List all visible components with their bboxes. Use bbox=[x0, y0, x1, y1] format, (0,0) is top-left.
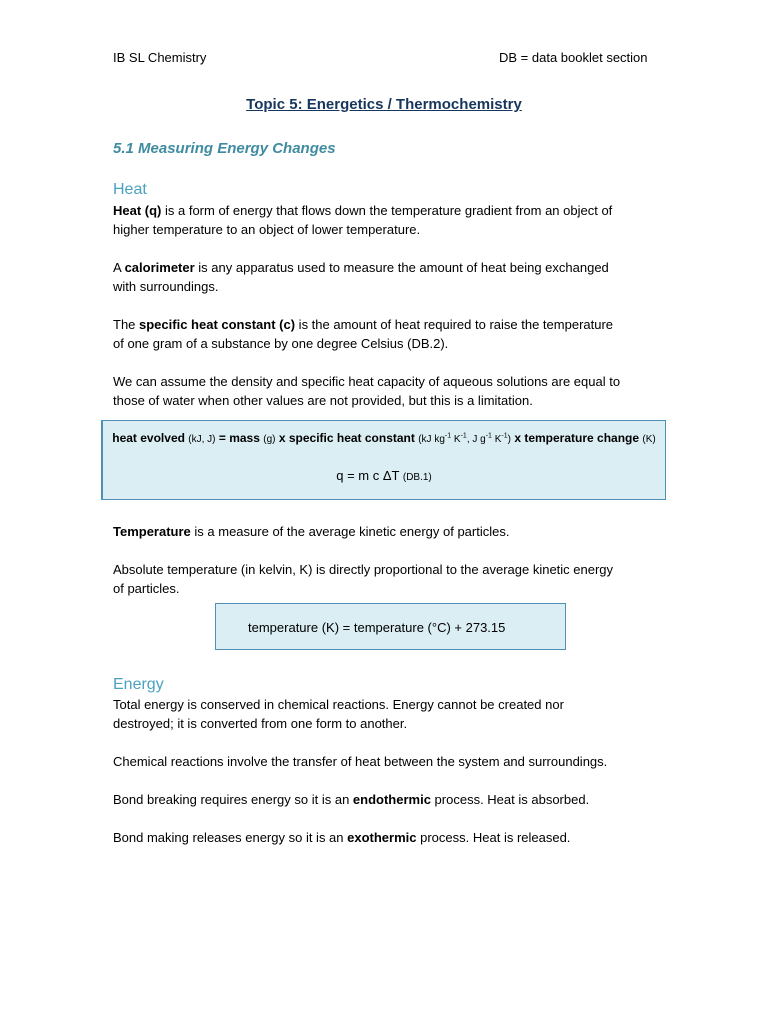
heading-heat: Heat bbox=[113, 181, 147, 198]
temperature-conversion: temperature (K) = temperature (°C) + 273.15 bbox=[248, 620, 506, 635]
header-course: IB SL Chemistry bbox=[113, 50, 207, 65]
term-temperature: Temperature bbox=[113, 524, 191, 539]
term-specific-heat: specific heat constant (c) bbox=[139, 317, 296, 332]
energy-conservation: Total energy is conserved in chemical reactions. Energy cannot be created nor destroyed; it is converted from one form to another. bbox=[113, 697, 564, 731]
heat-transfer-note: Chemical reactions involve the transfer of heat between the system and surroundings. bbox=[113, 754, 608, 769]
bond-breaking: Bond breaking requires energy so it is an endothermic process. Heat is absorbed. bbox=[113, 792, 590, 807]
term-calorimeter: calorimeter bbox=[124, 260, 195, 275]
heat-formula-box bbox=[101, 420, 666, 500]
temperature-conversion-box bbox=[215, 603, 566, 650]
page-title: Topic 5: Energetics / Thermochemistry bbox=[246, 96, 522, 113]
specific-heat-definition: The specific heat constant (c) is the amount of heat required to raise the temperature of one gram of a substance by one degree Celsius (DB.2). bbox=[113, 317, 614, 351]
temperature-definition: Temperature is a measure of the average kinetic energy of particles. bbox=[113, 524, 510, 539]
section-title: 5.1 Measuring Energy Changes bbox=[113, 140, 336, 157]
heading-energy: Energy bbox=[113, 676, 164, 693]
header-note: DB = data booklet section bbox=[499, 50, 648, 65]
calorimeter-definition: A calorimeter is any apparatus used to measure the amount of heat being exchanged with surroundings. bbox=[113, 260, 609, 294]
heat-equation: q = m c ΔT (DB.1) bbox=[336, 468, 432, 483]
heat-definition: Heat (q) is a form of energy that flows down the temperature gradient from an object of higher temperature to an object of lower temperature. bbox=[113, 203, 613, 237]
heat-word-equation: heat evolved (kJ, J) = mass (g) x specific heat constant (kJ $kg^{-1}$ $K^{-1}$, J $g^{-1}$ $K^{-1}$) x temperature change (K) bbox=[112, 431, 656, 445]
term-heat: Heat (q) bbox=[113, 203, 162, 218]
aqueous-assumption: We can assume the density and specific heat capacity of aqueous solutions are equal to those of water when other values are not provided, but this is a limitation. bbox=[113, 374, 621, 408]
bond-making: Bond making releases energy so it is an exothermic process. Heat is released. bbox=[113, 830, 571, 845]
term-endothermic: endothermic bbox=[352, 792, 431, 807]
term-exothermic: exothermic bbox=[347, 830, 417, 845]
absolute-temperature: Absolute temperature (in kelvin, K) is directly proportional to the average kinetic energy of particles. bbox=[113, 562, 614, 596]
